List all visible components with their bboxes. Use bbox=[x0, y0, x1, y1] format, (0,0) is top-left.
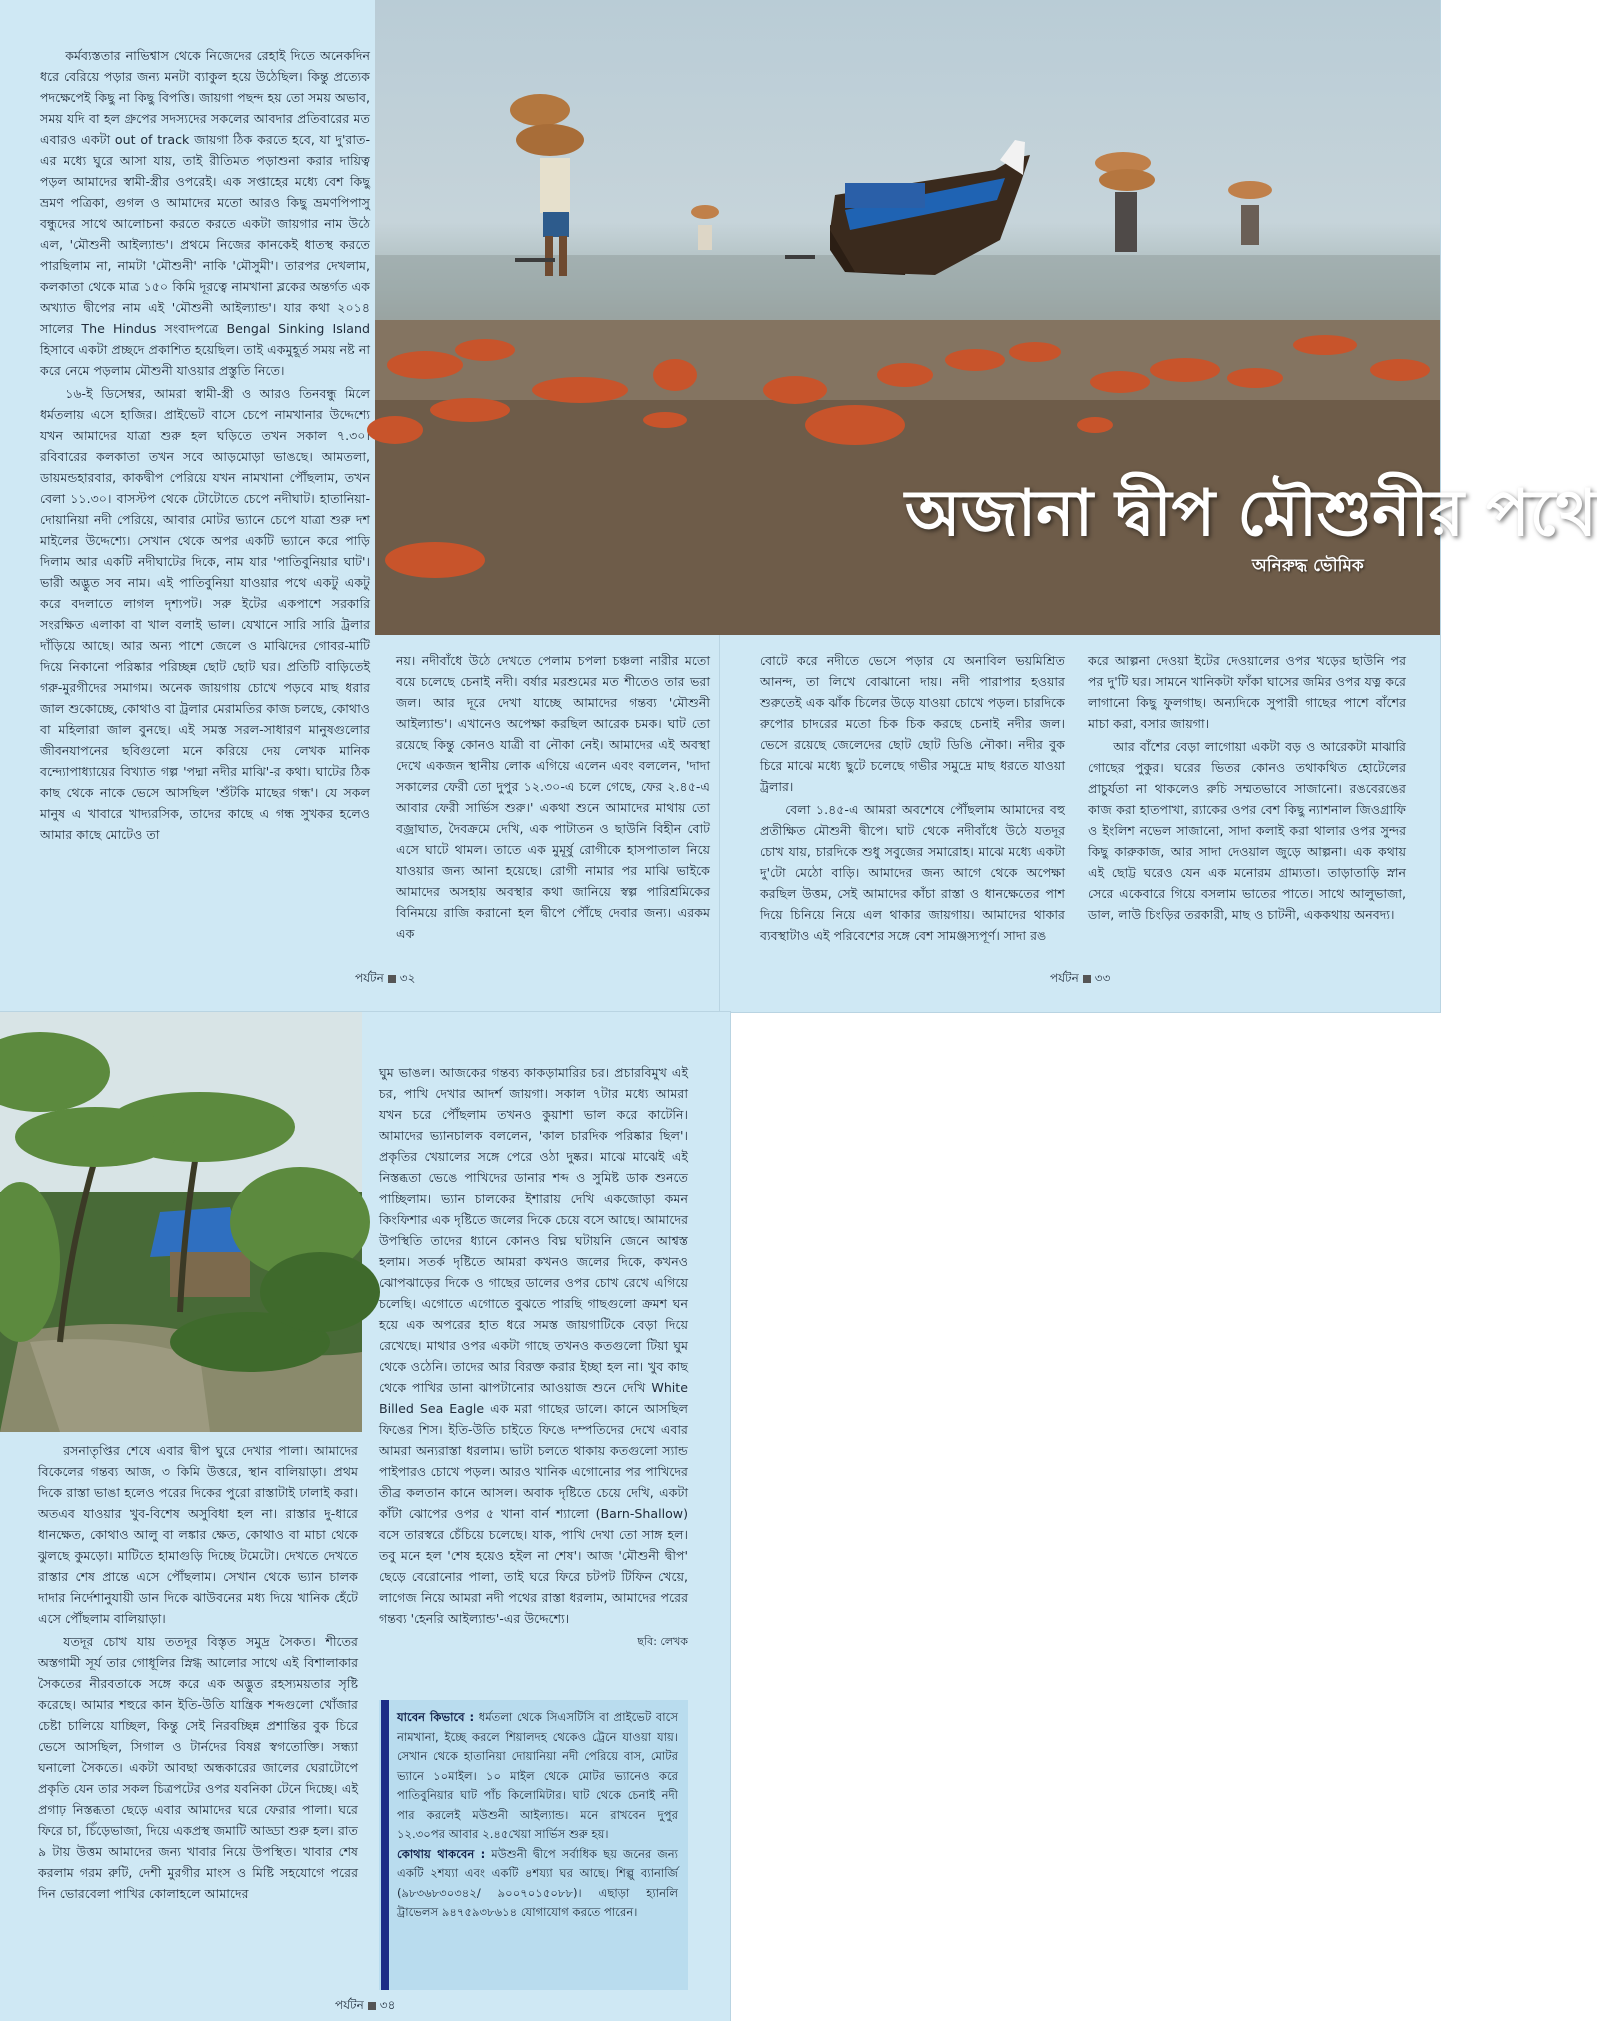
square-icon bbox=[368, 2002, 376, 2010]
paragraph: আর বাঁশের বেড়া লাগোয়া একটা বড় ও আরেকটা মাঝারি গোছের পুকুর। ঘরের ভিতর কোনও তথাকথিত হোটেলের প্রাচুর্যতা না থাকলেও রুচি সম্মতভাবে সাজানো। রঙবেরঙের কাজ করা হাতপাখা, র‍্যাকের ওপর বেশ কিছু ন্যাশনাল জিওগ্রাফি ও ইংলিশ নভেল সাজানো, সাদা কলাই করা থালার ওপর সুন্দর কিছু কারুকাজ, আর সাদা দেওয়াল জুড়ে আল্পনা। এক কথায় এই ছোট্ট ঘরেও যেন এক মনোরম গ্রাম্যতা। তাড়াতাড়ি স্নান সেরে একেবারে গিয়ে বসলাম ভাতের পাতে। সাথে আলুভাজা, ডাল, লাউ চিংড়ির তরকারী, মাছ ও চাটনী, এককথায় অনবদ্য। bbox=[1088, 739, 1406, 922]
beach-boat-photo bbox=[375, 0, 1597, 635]
page-number: ৩৪ bbox=[379, 1998, 396, 2012]
page33-left-column bbox=[760, 650, 1065, 960]
paragraph: কর্মব্যস্ততার নাভিশ্বাস থেকে নিজেদের রেহাই দিতে অনেকদিন ধরে বেরিয়ে পড়ার জন্য মনটা ব্যাকুল হয়ে উঠেছিল। কিন্তু প্রত্যেক পদক্ষেপেই কিছু না কিছু বিপত্তি। জায়গা পছন্দ হয় তো সময় অভাব, সময় যদি বা হল গ্রুপের সদস্যদের সকলের আবদার প্রতিবারের মত এবারও একটা out of track জায়গা ঠিক করতে হবে, যা দু'রাত-এর মধ্যে ঘুরে আসা যায়, তাই রীতিমত পড়াশুনা করার দায়িত্ব পড়ল আমাদের স্বামী-স্ত্রীর ওপরেই। এক সপ্তাহের মধ্যে বেশ কিছু ভ্রমণ পত্রিকা, গুগল ও আমাদের মতো আরও কিছু ভ্রমণপিপাসু বন্ধুদের সাথে আলোচনা করতে করতে একটা জায়গার নাম উঠে এল, 'মৌশুনী আইল্যান্ড'। প্রথমে নিজের কানকেই ধাতস্থ করতে পারছিলাম না, নামটা 'মৌশুনী' নাকি 'মৌসুমী'। তারপর দেখলাম, কলকাতা থেকে মাত্র ১৫০ কিমি দূরত্বে নামখানা ব্লকের অন্তর্গত এক অখ্যাত দ্বীপের নাম এই 'মৌশুনী আইল্যান্ড'। যার কথা ২০১৪ সালের The Hindus সংবাদপত্রে Bengal Sinking Island হিসাবে একটা প্রচ্ছদে প্রকাশিত হয়েছিল। তাই একমুহূর্ত সময় নষ্ট না করে নেমে পড়লাম মৌশুনী যাওয়ার প্রস্তুতি নিতে। bbox=[40, 48, 370, 378]
square-icon bbox=[1083, 975, 1091, 983]
where-to-stay-text: মউশুনী দ্বীপে সর্বাধিক ছয় জনের জন্য একটি ২শয্যা এবং একটি ৪শয্যা ঘর আছে। শিল্পু ব্যানার্জি (৯৮৩৬৮৩০৩৪২/ ৯০০৭০১৫০৮৮)। এছাড়া হ্যানলি ট্রাভেলস ৯৪৭৫৯৩৮৬১৪ যোগাযোগ করতে পারেন। bbox=[397, 1846, 678, 1919]
how-to-go-text: ধর্মতলা থেকে সিএসটিসি বা প্রাইভেট বাসে নামখানা, ইচ্ছে করলে শিয়ালদহ থেকেও ট্রেনে যাওয়া যায়। সেখান থেকে হাতানিয়া দোয়ানিয়া নদী পেরিয়ে বাস, মোটর ভ্যানে ১০মাইল। ১০ মাইল থেকে মোটর ভ্যানেও করে পাতিবুনিয়ার ঘাট পাঁচ কিলোমিটার। ঘাট থেকে চেনাই নদী পার করলেই মউশুনী আইল্যান্ড। মনে রাখবেন দুপুর ১২.৩০পর আবার ২.৪৫খেয়া সার্ভিস শুরু হয়। bbox=[397, 1710, 678, 1841]
how-to-go bbox=[397, 1708, 678, 1845]
article-author: অনিরুদ্ধ ভৌমিক bbox=[1252, 556, 1364, 576]
paragraph: বোটে করে নদীতে ভেসে পড়ার যে অনাবিল ভয়মিশ্রিত আনন্দ, তা লিখে বোঝানো দায়। নদী পারাপার হওয়ার শুরুতেই এক ঝাঁক চিলের উড়ে যাওয়া চোখে পড়ল। চারদিকে রুপোর চাদরের মতো চিক চিক করছে চেনাই নদীর জল। ভেসে রয়েছে জেলেদের ছোট ছোট ডিঙি নৌকা। নদীর বুক চিরে মাঝে মধ্যে ছুটে চলেছে গভীর সমুদ্রে মাছ ধরতে যাওয়া ট্রলার। bbox=[760, 653, 1065, 794]
magazine-name: পর্যটন bbox=[1050, 971, 1079, 985]
page34-left-column bbox=[38, 1440, 358, 1996]
village-photo bbox=[0, 1012, 362, 1432]
where-to-stay-label: কোথায় থাকবেন : bbox=[397, 1846, 486, 1861]
magazine-name: পর্যটন bbox=[355, 971, 384, 985]
paragraph: যতদূর চোখ যায় ততদূর বিস্তৃত সমুদ্র সৈকত। শীতের অস্তগামী সূর্য তার গোধূলির স্নিগ্ধ আলোর সাথে এই বিশালাকার সৈকতের নীরবতাকে সঙ্গে করে এক অদ্ভুত রহস্যময়তার সৃষ্টি করেছে। আমার শহুরে কান ইতি-উতি যান্ত্রিক শব্দগুলো খোঁজার চেষ্টা চালিয়ে যাচ্ছিল, কিন্তু সেই নিরবচ্ছিন্ন প্রশান্তির বুক চিরে ভেসে আসছিল, সিগাল ও টার্নদের বিষণ্ণ স্বগতোক্তি। সন্ধ্যা ঘনালো সৈকতে। একটা আবছা অন্ধকারের জালের ঘেরাটোপে প্রকৃতি যেন তার সকল চিত্রপটের ওপর যবনিকা টেনে দিচ্ছে। এই প্রগাঢ় নিস্তব্ধতা ছেড়ে এবার আমাদের ঘরে ফেরার পালা। ঘরে ফিরে চা, চিঁড়েভাজা, দিয়ে একপ্রস্থ জমাটি আড্ডা শুরু হল। রাত ৯ টায় উত্তম আমাদের জন্য খাবার নিয়ে উপস্থিত। খাবার শেষ করলাম গরম রুটি, দেশী মুরগীর মাংস ও মিষ্টি সহযোগে পরের দিন ভোরবেলা পাখির কোলাহলে আমাদের bbox=[38, 1634, 358, 1901]
paragraph: বেলা ১.৪৫-এ আমরা অবশেষে পৌঁছলাম আমাদের বহু প্রতীক্ষিত মৌশুনী দ্বীপে। ঘাট থেকে নদীবাঁধে উঠে যতদূর চোখ যায়, চারদিকে শুধু সবুজের সমারোহ। মাঝে মধ্যে একটা দু'টো মেঠো বাড়ি। আমাদের জন্য আগে থেকে অপেক্ষা করছিল উত্তম, সেই আমাদের কাঁচা রাস্তা ও ধানক্ষেতের পাশ দিয়ে চিনিয়ে নিয়ে এল থাকার জায়গায়। আমাদের থাকার ব্যবস্থাটাও এই পরিবেশের সঙ্গে বেশ সামঞ্জস্যপূর্ণ। সাদা রঙ bbox=[760, 802, 1065, 943]
paragraph: নয়। নদীবাঁধে উঠে দেখতে পেলাম চপলা চঞ্চলা নারীর মতো বয়ে চলেছে চেনাই নদী। বর্ষার মরশুমের মত শীতেও তার ভরা জল। আর দূরে দেখা যাচ্ছে আমাদের গন্তব্য 'মৌশুনী আইল্যান্ড'। এখানেও অপেক্ষা করছিল আরেক চমক। ঘাট তো রয়েছে কিন্তু কোনও যাত্রী বা নৌকা নেই। আমাদের এই অবস্থা দেখে একজন স্থানীয় লোক এগিয়ে এলেন এবং বললেন, 'দাদা সকালের ফেরী তো দুপুর ১২.৩০-এ চলে গেছে, ফের ২.৪৫-এ আবার ফেরী সার্ভিস শুরু।' একথা শুনে আমাদের মাথায় তো বজ্রাঘাত, দৈবক্রমে দেখি, এক পাটাতন ও ছাউনি বিহীন বোট এসে ঘাটে থামল। তাতে এক মুমূর্ষু রোগীকে হাসপাতাল নিয়ে যাওয়ার জন্য আনা হয়েছে। রোগী নামার পর মাঝি ভাইকে আমাদের অসহায় অবস্থার কথা জানিয়ে স্বল্প পারিশ্রমিকের বিনিময়ে রাজি করানো হল দ্বীপে পৌঁছে দেবার জন্য। এরকম এক bbox=[396, 653, 710, 941]
page32-left-column bbox=[40, 45, 370, 965]
page33-footer bbox=[1050, 970, 1110, 990]
article-title: অজানা দ্বীপ মৌশুনীর পথে bbox=[905, 476, 1597, 551]
paragraph: ঘুম ভাঙল। আজকের গন্তব্য কাকড়ামারির চর। প্রচারবিমুখ এই চর, পাখি দেখার আদর্শ জায়গা। সকাল ৭টার মধ্যে আমরা যখন চরে পৌঁছলাম তখনও কুয়াশা ভাল করে কাটেনি। আমাদের ভ্যানচালক বললেন, 'কাল চারদিক পরিষ্কার ছিল'। প্রকৃতির খেয়ালের সঙ্গে পেরে ওঠা দুষ্কর। মাঝে মাঝেই এই নিস্তব্ধতা ভেঙে পাখিদের ডানার শব্দ ও সুমিষ্ট ডাক শুনতে পাচ্ছিলাম। ভ্যান চালকের ইশারায় দেখি একজোড়া কমন কিংফিশার এক দৃষ্টিতে জলের দিকে চেয়ে বসে আছে। আমাদের উপস্থিতি তাদের ধ্যানে কোনও বিঘ্ন ঘটায়নি জেনে আশ্বস্ত হলাম। সতর্ক দৃষ্টিতে আমরা কখনও জলের দিকে, কখনও ঝোপঝাড়ের দিকে ও গাছের ডালের ওপর চোখ রেখে এগিয়ে চলেছি। এগোতে এগোতে বুঝতে পারছি গাছগুলো ক্রমশ ঘন হয়ে এক অপরের হাত ধরে সমস্ত জায়গাটিকে বেড়া দিয়ে রেখেছে। মাথার ওপর একটা গাছে তখনও কতগুলো টিয়া ঘুম থেকে ওঠেনি। তাদের আর বিরক্ত করার ইচ্ছা হল না। খুব কাছ থেকে পাখির ডানা ঝাপটানোর আওয়াজ শুনে দেখি White Billed Sea Eagle এক মরা গাছের ডালে। কানে আসছিল ফিঙের শিস। ইতি-উতি চাইতে ফিঙে দম্পতিদের দেখে এবার আমরা অন্যরাস্তা ধরলাম। ভাটা চলতে থাকায় কতগুলো স্যান্ড পাইপারও চোখে পড়ল। আরও খানিক এগোনোর পর পাখিদের তীব্র কলতান কানে আসল। অবাক দৃষ্টিতে চেয়ে দেখি, একটা কাঁটা ঝোপের ওপর ৫ খানা বার্ন শ্যালো (Barn-Shallow) বসে তারস্বরে চেঁচিয়ে চলেছে। যাক, পাখি দেখা তো সাঙ্গ হল। তবু মনে হল 'শেষ হয়েও হইল না শেষ'। আজ 'মৌশুনী দ্বীপ' ছেড়ে বেরোনোর পালা, তাই ঘরে ফিরে চটপট টিফিন খেয়ে, লাগেজ নিয়ে আমরা নদী পথের রাস্তা ধরলাম, আমাদের পরের গন্তব্য 'হেনরি আইল্যান্ড'-এর উদ্দেশ্যে। bbox=[379, 1065, 688, 1626]
paragraph: রসনাতৃপ্তির শেষে এবার দ্বীপ ঘুরে দেখার পালা। আমাদের বিকেলের গন্তব্য আজ, ৩ কিমি উত্তরে, স্থান বালিয়াড়া। প্রথম দিকে রাস্তা ভাঙা হলেও পরের দিকের পুরো রাস্তাটাই ঢালাই করা। অতএব যাওয়ার খুব-বিশেষ অসুবিধা হল না। রাস্তার দু-ধারে ধানক্ষেত, কোথাও আলু বা লঙ্কার ক্ষেত, কোথাও বা মাচা থেকে ঝুলছে কুমড়ো। মাটিতে হামাগুড়ি দিচ্ছে টমেটো। দেখতে দেখতে রাস্তার শেষ প্রান্তে এসে পৌঁছলাম। সেখান থেকে ভ্যান চালক দাদার নির্দেশানুযায়ী ডান দিকে ঝাউবনের মধ্য দিয়ে খানিক হেঁটে এসে পৌঁছলাম বালিয়াড়া। bbox=[38, 1443, 358, 1626]
magazine-name: পর্যটন bbox=[335, 1998, 364, 2012]
page33-right-column bbox=[1088, 650, 1406, 960]
how-to-go-label: যাবেন কিভাবে : bbox=[397, 1710, 475, 1724]
info-box-accent-bar bbox=[381, 1700, 389, 1990]
page34-right-column bbox=[379, 1062, 688, 1685]
page-number: ৩২ bbox=[399, 971, 416, 985]
where-to-stay bbox=[397, 1845, 678, 1923]
paragraph: করে আল্পনা দেওয়া ইটের দেওয়ালের ওপর খড়ের ছাউনি পর পর দু'টি ঘর। সামনে খানিকটা ফাঁকা ঘাসের জমির ওপর যত্ন করে লাগানো কিছু ফুলগাছ। অন্যদিকে সুপারী গাছের পাশে বাঁশের মাচা করা, বসার জায়গা। bbox=[1088, 653, 1406, 731]
paragraph: ১৬-ই ডিসেম্বর, আমরা স্বামী-স্ত্রী ও আরও তিনবন্ধু মিলে ধর্মতলায় এসে হাজির। প্রাইভেট বাসে চেপে নামখানার উদ্দেশ্যে যখন আমাদের যাত্রা শুরু হল ঘড়িতে তখন সকাল ৭.৩০। রবিবারের কলকাতা তখন সবে আড়মোড়া ভাঙছে। আমতলা, ডায়মন্ডহারবার, কাকদ্বীপ পেরিয়ে যখন নামখানা পৌঁছলাম, তখন বেলা ১১.৩০। বাসস্টপ থেকে টোটোতে চেপে নদীঘাট। হাতানিয়া-দোয়ানিয়া নদী পেরিয়ে, আবার মোটর ভ্যানে চেপে যাত্রা শুরু দশ মাইলের উদ্দেশ্যে। সেখান থেকে অপর একটি ভ্যানে করে পাড়ি দিলাম আর একটি নদীঘাটের দিকে, নাম যার 'পাতিবুনিয়ার ঘাট'। ভারী অদ্ভুত সব নাম। এই পাতিবুনিয়া যাওয়ার পথে একটু একটু করে বদলাতে লাগল দৃশ্যপট। সরু ইটের একপাশে সরকারি সংরক্ষিত এলাকা বা খাল বলাই ভাল। যেখানে সারি সারি ট্রলার দাঁড়িয়ে আছে। আর অন্য পাশে জেলে ও মাঝিদের গোবর-মাটি দিয়ে নিকানো পরিষ্কার পরিচ্ছন্ন ছোট ছোট ঘর। প্রতিটি বাড়িতেই গরু-মুরগীদের সমাগম। অনেক জায়গায় চোখে পড়বে মাছ ধরার জাল শুকোচ্ছে, কোথাও বা ট্রলার মেরামতির কাজ চলছে, কোথাও বা মহিলারা জাল বুনছে। এই সমস্ত সরল-সাধারণ মানুষগুলোর জীবনযাপনের ছবিগুলো মনে করিয়ে দেয় লেখক মানিক বন্দ্যোপাধ্যায়ের বিখ্যাত গল্প 'পদ্মা নদীর মাঝি'-র কথা। ঘাটের ঠিক কাছ থেকে নাকে ভেসে আসছিল 'শুঁটকি মাছের গন্ধ'। যে সকল মানুষ এ খাবারে খাদ্যরসিক, তাদের কাছে এ গন্ধ সুখকর হলেও আমার কাছে মোটেও তা bbox=[40, 386, 370, 842]
page-number: ৩৩ bbox=[1094, 971, 1111, 985]
page32-right-column bbox=[396, 650, 710, 960]
travel-info-box bbox=[379, 1700, 688, 1990]
page34-footer bbox=[335, 1997, 395, 2017]
village-illustration bbox=[0, 1012, 362, 1432]
square-icon bbox=[388, 975, 396, 983]
page32-footer bbox=[355, 970, 415, 990]
photo-credit: ছবি: লেখক bbox=[637, 1635, 688, 1648]
